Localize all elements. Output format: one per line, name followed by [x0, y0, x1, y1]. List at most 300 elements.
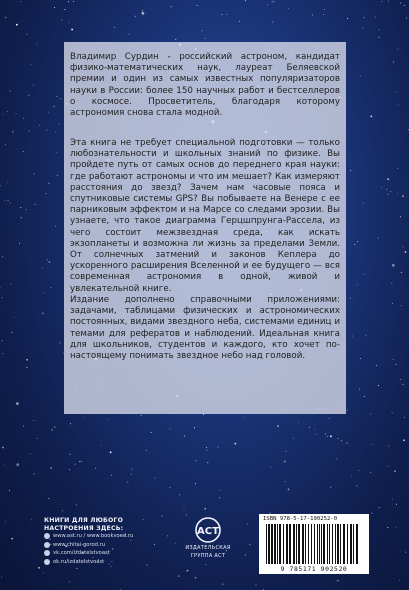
barcode-bar	[356, 524, 358, 564]
publisher-info	[44, 517, 133, 566]
star	[197, 5, 198, 6]
star	[405, 251, 407, 253]
barcode-bar	[314, 524, 315, 564]
description-panel	[64, 42, 346, 414]
star	[143, 519, 144, 520]
star	[35, 204, 36, 205]
star	[239, 21, 240, 22]
star	[309, 427, 310, 428]
star	[38, 567, 40, 569]
star	[33, 420, 34, 421]
star	[2, 447, 4, 449]
star	[195, 483, 196, 484]
star	[394, 470, 396, 472]
star	[378, 238, 379, 239]
star	[171, 6, 172, 7]
barcode-bar	[321, 524, 322, 564]
star	[39, 125, 40, 126]
star	[397, 168, 398, 169]
star	[298, 422, 299, 423]
star	[50, 467, 52, 469]
star	[10, 203, 11, 204]
barcode-bar	[279, 524, 281, 564]
star	[4, 200, 5, 201]
star	[30, 453, 31, 454]
logo-text: ACT	[197, 526, 219, 537]
link-website-text: www.ast.ru / www.bookvoed.ru	[53, 533, 134, 539]
star	[184, 509, 185, 510]
star	[5, 521, 6, 522]
star	[34, 173, 35, 174]
star	[8, 200, 9, 201]
barcode-bar	[266, 524, 267, 564]
star	[170, 429, 171, 430]
star	[9, 490, 10, 491]
star	[267, 4, 268, 5]
star	[43, 572, 44, 573]
star	[75, 464, 76, 465]
star	[398, 104, 399, 105]
star	[391, 283, 392, 284]
star	[396, 527, 397, 528]
edition-note: Издание дополнено справочными приложениями: задачами, таблицами физических и астрономических постоянных, видами звездного неба, системами единиц и темами для рефератов и наблюдений. Идеальная книга для школьников, студентов и каждого, кто хочет по-настоящему понимать звездное небо над головой.	[70, 295, 340, 362]
star	[131, 474, 132, 475]
star	[57, 96, 58, 97]
star	[162, 515, 163, 516]
star	[110, 451, 112, 453]
star	[60, 342, 61, 343]
star	[16, 24, 18, 26]
star	[312, 15, 313, 16]
star	[23, 118, 24, 119]
star	[51, 287, 52, 288]
barcode-bar	[332, 524, 333, 564]
star	[370, 413, 371, 414]
barcode-bar	[268, 524, 270, 564]
star	[354, 244, 355, 245]
star	[26, 359, 28, 361]
star	[392, 412, 393, 413]
link-chitai-gorod[interactable]	[44, 541, 133, 550]
star	[48, 498, 49, 499]
star	[401, 305, 402, 306]
star	[347, 18, 348, 19]
star	[154, 544, 155, 545]
star	[314, 429, 315, 430]
star	[2, 297, 3, 298]
barcode-bar	[283, 524, 284, 564]
star	[390, 191, 391, 192]
star	[359, 389, 360, 390]
star	[49, 183, 50, 184]
star	[187, 570, 189, 572]
star	[387, 178, 389, 180]
star	[47, 259, 48, 260]
star	[204, 508, 206, 510]
barcode-bar	[340, 524, 341, 564]
star	[5, 144, 6, 145]
barcode-bar	[329, 524, 330, 564]
star	[16, 113, 17, 114]
star	[19, 243, 20, 244]
star	[375, 17, 376, 18]
star	[84, 418, 85, 419]
star	[330, 435, 332, 437]
star	[114, 27, 115, 28]
logo-caption-1: ИЗДАТЕЛЬСКАЯ	[185, 545, 231, 551]
barcode-bar	[277, 524, 278, 564]
star	[376, 365, 377, 366]
star	[402, 247, 403, 248]
star	[16, 402, 19, 405]
star	[5, 17, 6, 18]
star	[46, 193, 47, 194]
slogan-line-2: НАСТРОЕНИЯ ЗДЕСЬ:	[44, 524, 124, 532]
logo-caption-2: ГРУППА АСТ	[190, 553, 226, 559]
link-ok-text: ok.ru/izdatelstvoast	[53, 558, 105, 565]
star	[371, 444, 372, 445]
star	[14, 317, 15, 318]
star	[363, 274, 364, 275]
star	[111, 475, 112, 476]
star	[388, 1, 389, 2]
barcode-bar	[343, 524, 345, 564]
star	[386, 189, 387, 190]
star	[387, 527, 388, 528]
star	[379, 507, 380, 508]
star	[31, 519, 32, 520]
star	[20, 207, 21, 208]
star	[154, 478, 155, 479]
star	[327, 436, 328, 437]
star	[43, 292, 44, 293]
star	[405, 552, 406, 553]
star	[95, 468, 96, 469]
ast-logo-icon	[193, 517, 223, 543]
star	[397, 193, 398, 194]
link-vk[interactable]	[44, 549, 133, 558]
star	[392, 264, 395, 267]
barcode-bar	[289, 524, 291, 564]
star	[68, 1, 69, 2]
star	[27, 34, 28, 35]
barcode-bar	[296, 524, 297, 564]
star	[51, 429, 53, 431]
star	[330, 487, 331, 488]
star	[324, 9, 325, 10]
star	[48, 112, 49, 113]
barcode-bar	[274, 524, 276, 564]
star	[21, 217, 22, 218]
star	[363, 17, 364, 18]
star	[396, 504, 397, 505]
star	[358, 470, 359, 471]
star	[381, 187, 382, 188]
star	[71, 29, 73, 31]
barcode-bar	[350, 524, 352, 564]
star	[206, 564, 207, 565]
star	[77, 568, 78, 569]
ok-icon	[44, 559, 50, 565]
star	[175, 39, 176, 40]
star	[341, 440, 342, 441]
star	[403, 439, 405, 441]
star	[400, 216, 401, 217]
star	[127, 482, 128, 483]
star	[56, 152, 57, 153]
star	[400, 379, 401, 380]
star	[179, 494, 180, 495]
star	[146, 450, 147, 451]
star	[392, 303, 393, 304]
star	[1, 577, 2, 578]
star	[28, 95, 29, 96]
star	[404, 417, 405, 418]
star	[101, 445, 102, 446]
star	[271, 467, 272, 468]
star	[151, 432, 152, 433]
star	[256, 585, 257, 586]
star	[203, 414, 204, 415]
star	[357, 241, 358, 242]
star	[351, 475, 352, 476]
star	[350, 170, 351, 171]
barcode-bar	[347, 524, 348, 564]
star	[338, 580, 339, 581]
star	[336, 458, 337, 459]
publisher-logo	[168, 517, 248, 559]
star	[363, 203, 364, 204]
star	[393, 359, 394, 360]
star	[284, 461, 286, 463]
star	[4, 465, 5, 466]
star	[404, 5, 405, 6]
star	[47, 130, 48, 131]
star	[401, 272, 402, 273]
star	[59, 124, 60, 125]
barcode-bar	[293, 524, 295, 564]
link-ok[interactable]	[44, 558, 133, 567]
star	[37, 44, 38, 45]
star	[315, 434, 316, 435]
barcode-bar	[327, 524, 328, 564]
star	[16, 463, 19, 466]
star	[11, 284, 12, 285]
star	[135, 16, 136, 17]
star	[12, 332, 13, 333]
star	[55, 132, 56, 133]
star	[226, 14, 227, 15]
book-description: Эта книга не требует специальной подготовки — только любознательности и школьных знаний по физике. Вы пройдете путь от самых основ до переднего края науки: где работают астрономы и что им мешает? Как измеряют расстояния до звезд? Зачем нам часовые пояса и спутниковые системы GPS? Вы побываете на Венере с ее парниковым эффектом и на Марсе со следами эрозии. Вы узнаете, что такое диаграмма Герцшпрунга-Рассела, из чего состоит межзвездная среда, как искать экзопланеты и возможна ли жизнь за пределами Земли. От солнечных затмений и законов Кеплера до ускоренного расширения Вселенной и ее будущего — вся современная астрономия в одной, живой и увлекательной книге.	[70, 138, 340, 294]
barcode-bar	[308, 524, 309, 564]
star	[54, 427, 55, 428]
star	[388, 446, 389, 447]
star	[370, 472, 371, 473]
star	[218, 447, 219, 448]
star	[371, 513, 372, 514]
star	[7, 182, 8, 183]
star	[196, 460, 197, 461]
star	[31, 64, 32, 65]
star	[207, 450, 208, 451]
star	[272, 1, 273, 2]
barcode-block	[259, 514, 369, 574]
star	[387, 194, 388, 195]
star	[10, 91, 11, 92]
star	[2, 353, 3, 354]
star	[69, 469, 70, 470]
star	[33, 84, 34, 85]
star	[222, 584, 223, 585]
link-website[interactable]	[44, 532, 133, 541]
star	[397, 48, 398, 49]
star	[60, 98, 61, 99]
author-bio: Владимир Сурдин - российский астроном, кандидат физико-математических наук, лауреат Беляевской премии и один из самых известных популяризаторов науки в России: более 150 научных работ и бестселлеров о космосе. Просветитель, благодаря которому астрономия снова стала модной.	[70, 52, 340, 119]
star	[293, 438, 294, 439]
star	[399, 580, 400, 581]
star	[329, 418, 330, 419]
star	[186, 514, 187, 515]
star	[382, 1, 383, 2]
star	[42, 267, 43, 268]
star	[273, 1, 274, 2]
star	[205, 38, 206, 39]
star	[73, 1, 74, 2]
star	[20, 1, 21, 2]
star	[62, 19, 63, 20]
star	[11, 538, 13, 540]
star	[55, 226, 56, 227]
star	[26, 367, 27, 368]
star	[395, 364, 396, 365]
star	[69, 454, 70, 455]
barcode-bar	[353, 524, 354, 564]
star	[23, 426, 24, 427]
barcode-bar	[305, 524, 306, 564]
star	[402, 195, 404, 197]
star	[29, 130, 30, 131]
star	[0, 185, 1, 186]
barcode-bar	[317, 524, 318, 564]
barcode-bar	[298, 524, 300, 564]
link-vk-text: vk.com/izdatelstvoast	[53, 550, 110, 557]
barcode-bar	[271, 524, 273, 564]
star	[0, 287, 1, 288]
star	[49, 261, 51, 263]
globe-icon	[44, 542, 50, 548]
star	[285, 481, 286, 482]
barcode-bar	[311, 524, 312, 564]
star	[64, 9, 65, 10]
star	[364, 396, 365, 397]
star	[337, 580, 338, 581]
star	[107, 419, 108, 420]
star	[57, 175, 58, 176]
star	[142, 10, 143, 11]
star	[23, 151, 24, 152]
barcode-digits: 9 785171 902520	[280, 565, 348, 573]
star	[393, 61, 394, 62]
star	[79, 461, 80, 462]
star	[54, 106, 55, 107]
star	[286, 451, 287, 452]
barcode-bar	[337, 524, 339, 564]
star	[360, 358, 361, 359]
star	[323, 14, 324, 15]
barcode-bar	[302, 524, 304, 564]
star	[245, 0, 246, 1]
star	[288, 8, 289, 9]
star	[325, 434, 326, 435]
slogan-line-1: КНИГИ ДЛЯ ЛЮБОГО	[44, 517, 124, 524]
star	[379, 37, 380, 38]
star	[81, 461, 82, 462]
barcode-bar	[323, 524, 325, 564]
star	[184, 435, 185, 436]
star	[379, 29, 380, 30]
star	[70, 423, 71, 424]
star	[194, 427, 195, 428]
star	[12, 131, 14, 133]
star	[221, 14, 222, 15]
star	[357, 284, 358, 285]
star	[141, 415, 142, 416]
star	[2, 340, 3, 341]
star	[337, 438, 338, 439]
star	[37, 438, 38, 439]
star	[2, 114, 3, 115]
star	[378, 385, 379, 386]
star	[147, 565, 148, 566]
star	[360, 76, 361, 77]
star	[178, 575, 180, 577]
star	[347, 443, 348, 444]
star	[42, 312, 44, 314]
star	[356, 485, 357, 486]
star	[249, 544, 250, 545]
star	[347, 410, 348, 411]
star	[400, 3, 401, 4]
star	[131, 469, 132, 470]
star	[69, 581, 70, 582]
star	[277, 425, 279, 427]
star	[34, 473, 35, 474]
star	[219, 497, 220, 498]
star	[7, 111, 8, 112]
star	[2, 256, 3, 257]
star	[243, 417, 244, 418]
star	[403, 384, 404, 385]
star	[26, 209, 27, 210]
barcode-bar	[286, 524, 288, 564]
link-chitai-gorod-text: www.chitai-gorod.ru	[53, 541, 106, 548]
star	[272, 22, 273, 23]
star	[195, 577, 197, 579]
star	[206, 447, 207, 448]
star	[219, 490, 220, 491]
star	[396, 92, 397, 93]
star	[288, 488, 290, 490]
star	[406, 18, 407, 19]
star	[207, 462, 208, 463]
star	[387, 466, 388, 467]
isbn-number: ISBN 978-5-17-190252-0	[263, 516, 338, 522]
barcode-bars	[266, 524, 362, 564]
star	[352, 336, 353, 337]
barcode-bar	[335, 524, 336, 564]
star	[365, 335, 366, 336]
barcode-bar	[319, 524, 320, 564]
